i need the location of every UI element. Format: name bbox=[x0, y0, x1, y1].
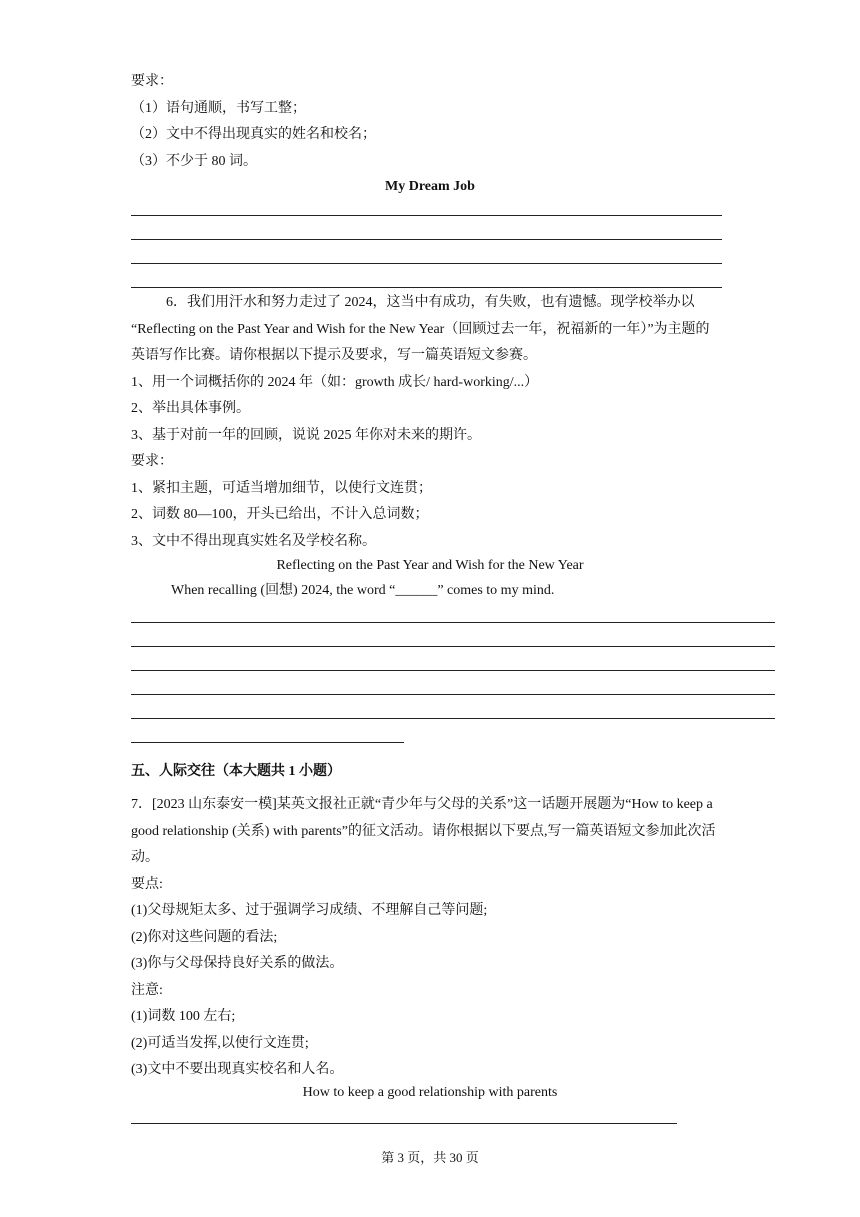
requirement-item: （2）文中不得出现真实的姓名和校名； bbox=[131, 127, 376, 142]
question-7-line: good relationship (关系) with parents”的征文活动。请你根据以下要点,写一篇英语短文参加此次活 bbox=[131, 824, 716, 839]
answer-line bbox=[131, 215, 722, 216]
page-number: 第 3 页，共 30 页 bbox=[381, 1150, 479, 1165]
answer-line bbox=[131, 670, 775, 671]
question-7-line: 7．[2023 山东泰安一模]某英文报社正就“青少年与父母的关系”这一话题开展题为“How to keep a bbox=[131, 797, 713, 812]
hint-item: 3、基于对前一年的回顾，说说 2025 年你对未来的期许。 bbox=[131, 428, 481, 443]
essay-title: Reflecting on the Past Year and Wish for the New Year bbox=[276, 558, 584, 573]
requirement-item: 3、文中不得出现真实姓名及学校名称。 bbox=[131, 534, 376, 549]
essay-title: How to keep a good relationship with parents bbox=[302, 1085, 558, 1100]
answer-line bbox=[131, 1123, 677, 1124]
answer-line bbox=[131, 263, 722, 264]
answer-line bbox=[131, 694, 775, 695]
requirement-item: （1）语句通顺，书写工整； bbox=[131, 101, 306, 116]
answer-line bbox=[131, 718, 775, 719]
requirement-item: （3）不少于 80 词。 bbox=[131, 154, 257, 169]
requirement-item: 1、紧扣主题，可适当增加细节，以使行文连贯； bbox=[131, 481, 432, 496]
point-item: (3)你与父母保持良好关系的做法。 bbox=[131, 956, 344, 971]
note-item: (3)文中不要出现真实校名和人名。 bbox=[131, 1062, 344, 1077]
answer-line bbox=[131, 239, 722, 240]
notes-heading: 注意: bbox=[131, 983, 163, 998]
hint-item: 1、用一个词概括你的 2024 年（如：growth 成长/ hard-working/...） bbox=[131, 375, 539, 390]
question-6-line: 英语写作比赛。请你根据以下提示及要求，写一篇英语短文参赛。 bbox=[131, 348, 537, 363]
question-6-line: “Reflecting on the Past Year and Wish for the New Year（回顾过去一年，祝福新的一年）”为主题的 bbox=[131, 322, 710, 337]
question-6-line: 6．我们用汗水和努力走过了 2024，这当中有成功，有失败，也有遗憾。现学校举办以 bbox=[166, 295, 695, 310]
note-item: (2)可适当发挥,以使行文连贯; bbox=[131, 1036, 309, 1051]
answer-line bbox=[131, 646, 775, 647]
point-item: (2)你对这些问题的看法; bbox=[131, 930, 278, 945]
points-heading: 要点: bbox=[131, 877, 163, 892]
answer-line bbox=[131, 742, 404, 743]
answer-line bbox=[131, 622, 775, 623]
answer-line bbox=[131, 287, 722, 288]
note-item: (1)词数 100 左右; bbox=[131, 1009, 236, 1024]
section-heading: 五、人际交往（本大题共 1 小题） bbox=[131, 764, 341, 779]
requirements-heading: 要求： bbox=[131, 454, 173, 469]
point-item: (1)父母规矩太多、过于强调学习成绩、不理解自己等问题; bbox=[131, 903, 488, 918]
requirements-heading: 要求： bbox=[131, 74, 173, 89]
essay-title: My Dream Job bbox=[385, 179, 475, 194]
hint-item: 2、举出具体事例。 bbox=[131, 401, 250, 416]
requirement-item: 2、词数 80—100，开头已给出，不计入总词数； bbox=[131, 507, 429, 522]
question-7-line: 动。 bbox=[131, 850, 159, 865]
essay-opening: When recalling (回想) 2024, the word “______” comes to my mind. bbox=[171, 583, 555, 598]
